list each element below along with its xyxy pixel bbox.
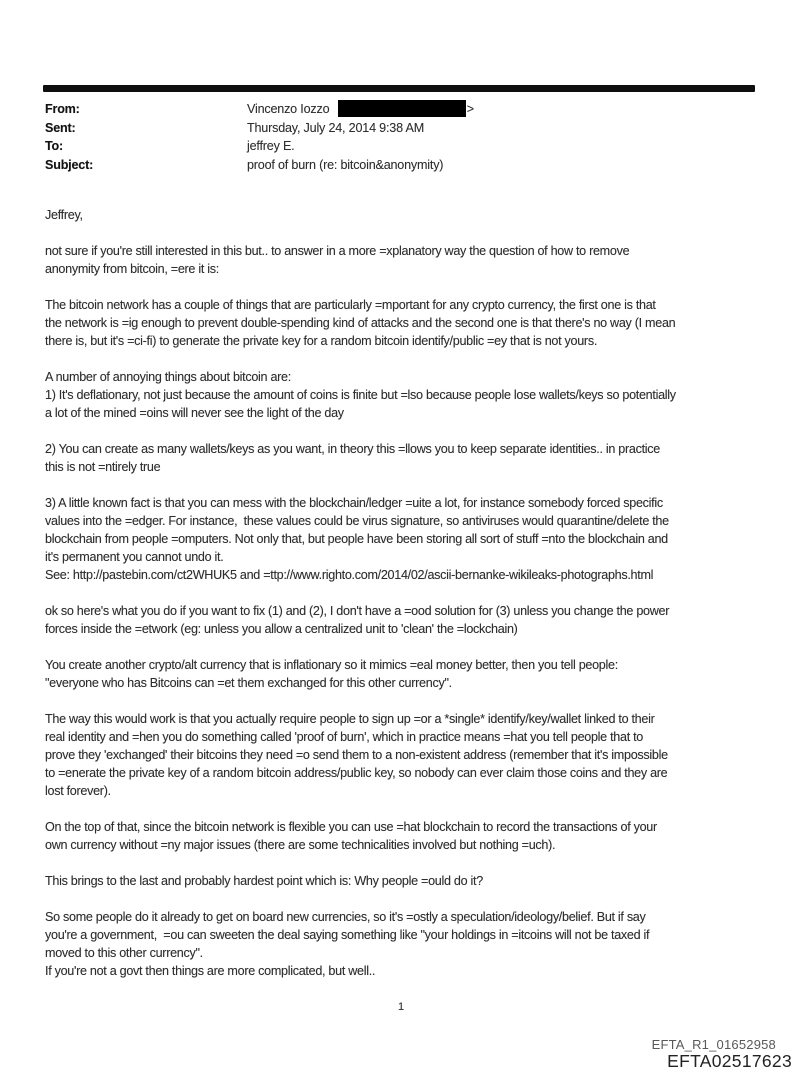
body-paragraph [45, 818, 765, 854]
header-row-sent [45, 119, 474, 138]
body-line: You create another crypto/alt currency that is inflationary so it mimics =eal money better, then you tell people: [45, 658, 618, 672]
body-line: prove they 'exchanged' their bitcoins they need =o send them to a non-existent address (remember that it's impossible [45, 748, 668, 762]
body-line: 1) It's deflationary, not just because the amount of coins is finite but =lso because people lose wallets/keys so potentially [45, 388, 676, 402]
body-paragraph [45, 494, 765, 584]
body-line: If you're not a govt then things are more complicated, but well.. [45, 964, 376, 978]
from-label: From: [45, 102, 80, 117]
body-line: ok so here's what you do if you want to fix (1) and (2), I don't have a =ood solution for (3) unless you change the power [45, 604, 670, 618]
body-line: Jeffrey, [45, 208, 83, 222]
body-line: This brings to the last and probably hardest point which is: Why people =ould do it? [45, 874, 483, 888]
to-value: jeffrey E. [247, 139, 295, 154]
body-line: to =enerate the private key of a random bitcoin address/public key, so nobody can ever claim those coins and they are [45, 766, 668, 780]
header-divider-bar [43, 85, 755, 92]
body-line: blockchain from people =omputers. Not only that, but people have been storing all sort of stuff =nto the blockchain and [45, 532, 668, 546]
body-line: A number of annoying things about bitcoin are: [45, 370, 291, 384]
body-line: there is, but it's =ci-fi) to generate the private key for a random bitcoin identify/public =ey that is not yours. [45, 334, 598, 348]
redaction-box [338, 100, 466, 117]
from-value-wrap [247, 100, 474, 119]
sent-value: Thursday, July 24, 2014 9:38 AM [247, 120, 424, 135]
body-line: forces inside the =etwork (eg: unless you allow a centralized unit to 'clean' the =lockchain) [45, 622, 518, 636]
body-paragraph [45, 908, 765, 980]
body-paragraph [45, 710, 765, 800]
header-row-to [45, 137, 474, 156]
body-line: So some people do it already to get on board new currencies, so it's =ostly a speculation/ideology/belief. But if say [45, 910, 646, 924]
body-paragraph [45, 656, 765, 692]
body-paragraph [45, 368, 765, 422]
body-line: On the top of that, since the bitcoin network is flexible you can use =hat blockchain to record the transactions of your [45, 820, 657, 834]
body-paragraph [45, 872, 765, 890]
body-line: real identity and =hen you do something called 'proof of burn', which in practice means =hat you tell people that to [45, 730, 643, 744]
from-value: Vincenzo Iozzo [247, 101, 333, 116]
body-line: a lot of the mined =oins will never see the light of the day [45, 406, 344, 420]
to-label: To: [45, 139, 64, 154]
body-paragraph [45, 242, 765, 278]
page-number: 1 [397, 1001, 405, 1013]
body-line: the network is =ig enough to prevent double-spending kind of attacks and the second one is that there's no way (I mean [45, 316, 676, 330]
header-row-from [45, 100, 474, 119]
sent-label: Sent: [45, 120, 76, 135]
bates-stamp-efta: EFTA02517623 [667, 1051, 792, 1071]
body-paragraph [45, 296, 765, 350]
header-row-subject [45, 156, 474, 175]
body-line: 2) You can create as many wallets/keys as you want, in theory this =llows you to keep separate identities.. in practice [45, 442, 660, 456]
body-line: The bitcoin network has a couple of things that are particularly =mportant for any crypto currency, the first one is that [45, 298, 656, 312]
body-line: own currency without =ny major issues (there are some technicalities involved but nothing =uch). [45, 838, 556, 852]
body-line: See: http://pastebin.com/ct2WHUK5 and =ttp://www.righto.com/2014/02/ascii-bernanke-wikileaks-photographs.html [45, 568, 654, 582]
body-line: you're a government, =ou can sweeten the deal saying something like "your holdings in =itcoins will not be taxed if [45, 928, 650, 942]
body-line: "everyone who has Bitcoins can =et them exchanged for this other currency". [45, 676, 452, 690]
email-body-paragraphs [45, 206, 765, 980]
body-line: moved to this other currency". [45, 946, 203, 960]
body-line: it's permanent you cannot undo it. [45, 550, 224, 564]
subject-value: proof of burn (re: bitcoin&anonymity) [247, 157, 444, 172]
from-suffix: > [466, 101, 474, 116]
body-paragraph [45, 440, 765, 476]
body-paragraph [45, 602, 765, 638]
body-line: anonymity from bitcoin, =ere it is: [45, 262, 219, 276]
body-line: values into the =edger. For instance, these values could be virus signature, so antiviruses would quarantine/delete the [45, 514, 669, 528]
email-body [45, 206, 765, 1016]
body-line: 3) A little known fact is that you can mess with the blockchain/ledger =uite a lot, for instance somebody forced specific [45, 496, 663, 510]
body-paragraph [45, 206, 765, 224]
email-header [45, 100, 474, 174]
body-line: this is not =ntirely true [45, 460, 161, 474]
subject-label: Subject: [45, 157, 94, 172]
body-line: lost forever). [45, 784, 111, 798]
body-line: not sure if you're still interested in this but.. to answer in a more =xplanatory way the question of how to remove [45, 244, 630, 258]
body-line: The way this would work is that you actually require people to sign up =or a *single* identify/key/wallet linked to their [45, 712, 655, 726]
bates-stamp-r1: EFTA_R1_01652958 [651, 1037, 776, 1052]
